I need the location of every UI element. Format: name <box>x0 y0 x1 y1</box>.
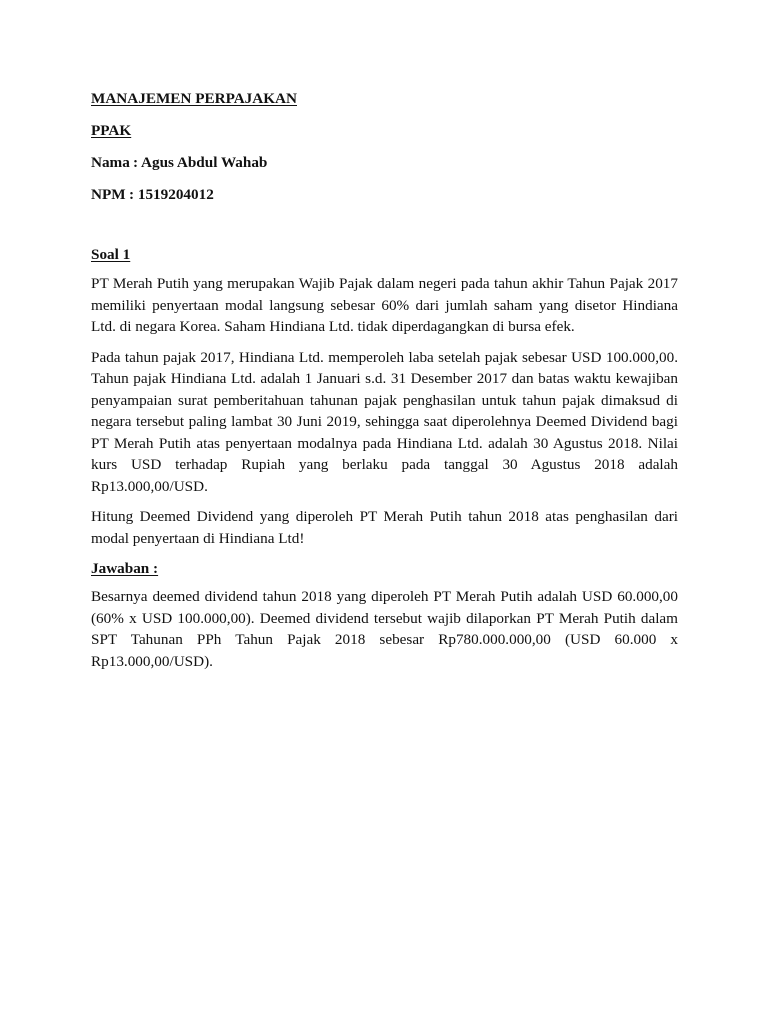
student-npm-line <box>91 184 678 205</box>
name-label: Nama <box>91 154 130 171</box>
program-title: PPAK <box>91 122 132 139</box>
npm-value: : 1519204012 <box>129 186 214 203</box>
answer-title: Jawaban : <box>91 560 159 577</box>
spacer <box>91 216 678 244</box>
question-paragraph-2: Pada tahun pajak 2017, Hindiana Ltd. memperoleh laba setelah pajak sebesar USD 100.000,00. Tahun pajak Hindiana Ltd. adalah 1 Januari s.d. 31 Desember 2017 dan batas waktu kewajiban penyampaian surat pemberitahuan tahunan pajak penghasilan untuk tahun pajak dimaksud di negara tersebut paling lambat 30 Juni 2019, sehingga saat diperolehnya Deemed Dividend bagi PT Merah Putih atas penyertaan modalnya pada Hindiana Ltd. adalah 30 Agustus 2018. Nilai kurs USD terhadap Rupiah yang berlaku pada tanggal 30 Agustus 2018 adalah Rp13.000,00/USD. <box>91 348 678 495</box>
question-title: Soal 1 <box>91 246 131 263</box>
answer-paragraph-1: Besarnya deemed dividend tahun 2018 yang diperoleh PT Merah Putih adalah USD 60.000,00 (60% x USD 100.000,00). Deemed dividend tersebut wajib dilaporkan PT Merah Putih dalam SPT Tahunan PPh Tahun Pajak 2018 sebesar Rp780.000.000,00 (USD 60.000 x Rp13.000,00/USD). <box>91 588 678 670</box>
course-title: MANAJEMEN PERPAJAKAN <box>91 90 297 107</box>
question-paragraph-1: PT Merah Putih yang merupakan Wajib Pajak dalam negeri pada tahun akhir Tahun Pajak 2017 memiliki penyertaan modal langsung sebesar 60% dari jumlah saham yang disetor Hindiana Ltd. di negara Korea. Saham Hindiana Ltd. tidak diperdagangkan di bursa efek. <box>91 275 678 335</box>
document-content <box>91 88 678 681</box>
question-paragraph-3: Hitung Deemed Dividend yang diperoleh PT Merah Putih tahun 2018 atas penghasilan dari modal penyertaan di Hindiana Ltd! <box>91 508 678 547</box>
name-value: : Agus Abdul Wahab <box>133 154 268 171</box>
student-name-line <box>91 152 678 173</box>
npm-label: NPM <box>91 186 126 203</box>
